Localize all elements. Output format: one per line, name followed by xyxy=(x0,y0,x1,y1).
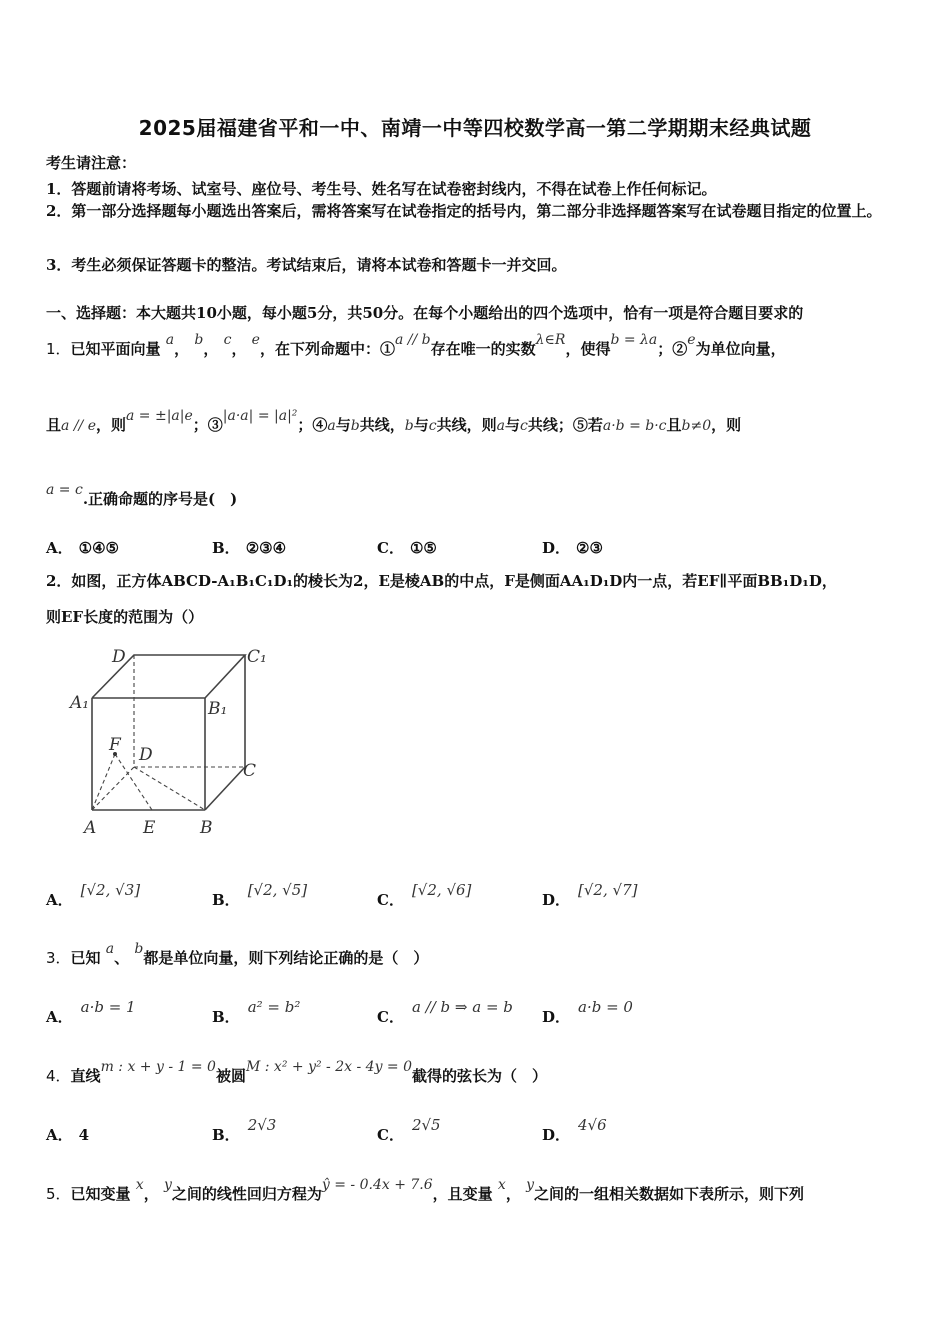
q4-text: 被圆 xyxy=(215,1067,246,1085)
notice-item-3: 3．考生必须保证答题卡的整洁。考试结束后，请将本试卷和答题卡一并交回。 xyxy=(46,256,567,274)
math-expr: a = ±|a|e xyxy=(126,408,193,424)
q4-text: 截得的弦长为（ ） xyxy=(412,1067,548,1085)
math-b: b xyxy=(194,332,204,348)
question-1-line-1: 1．已知平面向量 a， b， c， e，在下列命题中：①a // b存在唯一的实数λ∈R，使得b = λa；②e为单位向量， xyxy=(46,332,786,358)
option-label: C． xyxy=(377,1008,404,1026)
label-b: B xyxy=(200,818,213,838)
math-expr: a // b xyxy=(394,332,431,348)
question-3-line xyxy=(46,941,429,968)
option-text: ②③④ xyxy=(245,539,287,557)
label-c1: C₁ xyxy=(247,647,267,667)
q3-option-c[interactable] xyxy=(377,998,513,1027)
math-b: b xyxy=(134,941,144,957)
q1-text: ，在下列命题中：① xyxy=(259,340,395,358)
option-label: A． xyxy=(46,1008,73,1026)
q5-text: 之间的一组相关数据如下表所示，则下列 xyxy=(534,1185,805,1203)
cube-figure xyxy=(68,640,278,840)
math-y: y xyxy=(163,1177,172,1193)
option-label: B． xyxy=(212,539,240,557)
math-expr: e xyxy=(687,332,696,348)
section-heading: 一、选择题：本大题共10小题，每小题5分，共50分。在每个小题给出的四个选项中，恰有一项是符合题目要求的 xyxy=(46,304,804,322)
option-label: B． xyxy=(212,891,240,909)
option-label: B． xyxy=(212,1126,240,1144)
q1-text: ，则 xyxy=(711,416,742,434)
notice-item-2: 2．第一部分选择题每小题选出答案后，需将答案写在试卷指定的括号内，第二部分非选择题答案写在试卷题目指定的位置上。 xyxy=(46,202,882,220)
q4-option-c[interactable] xyxy=(377,1116,441,1145)
q3-option-d[interactable] xyxy=(542,998,633,1027)
notice-item-1: 1．答题前请将考场、试室号、座位号、考生号、姓名写在试卷密封线内，不得在试卷上作任何标记。 xyxy=(46,180,717,198)
option-text: a·b = 1 xyxy=(80,998,136,1016)
q1-option-b[interactable] xyxy=(212,537,286,558)
option-label: C． xyxy=(377,891,404,909)
q2-option-d[interactable] xyxy=(542,881,638,910)
math-expr: ŷ = - 0.4x + 7.6 xyxy=(321,1177,433,1193)
q1-text: 与 xyxy=(335,416,351,434)
q3-option-a[interactable] xyxy=(46,998,136,1027)
option-text: 4√6 xyxy=(578,1116,607,1134)
label-f: F xyxy=(109,735,121,755)
math-e: e xyxy=(251,332,260,348)
math-x: x xyxy=(497,1177,506,1193)
option-label: A． xyxy=(46,1126,73,1144)
math-expr: b xyxy=(350,418,360,434)
question-5-line xyxy=(46,1177,805,1204)
option-text: [√2, √7] xyxy=(578,881,638,899)
q1-option-a[interactable] xyxy=(46,537,119,558)
q1-text: ；③ xyxy=(192,416,223,434)
q1-text: 共线，则 xyxy=(436,416,497,434)
page-title: 2025届福建省平和一中、南靖一中等四校数学高一第二学期期末经典试题 xyxy=(138,116,812,140)
q1-text: 共线， xyxy=(359,416,405,434)
q1-text: 共线；⑤若 xyxy=(527,416,603,434)
q1-text: 已知平面向量 xyxy=(70,340,161,358)
math-expr: m : x + y - 1 = 0 xyxy=(100,1059,216,1075)
math-expr: b = λa xyxy=(610,332,658,348)
option-text: 2√3 xyxy=(247,1116,277,1134)
option-label: C． xyxy=(377,539,404,557)
q1-text: 且 xyxy=(46,416,62,434)
option-text: a·b = 0 xyxy=(578,998,633,1016)
option-text: a // b ⇒ a = b xyxy=(411,998,513,1016)
q1-text: ，使得 xyxy=(565,340,611,358)
q2-option-c[interactable] xyxy=(377,881,472,910)
q3-text: 、 xyxy=(114,949,130,967)
q5-text: ， xyxy=(143,1185,159,1203)
option-label: A． xyxy=(46,539,73,557)
label-d1: D xyxy=(112,647,126,667)
option-label: D． xyxy=(542,539,571,557)
question-number: 5． xyxy=(46,1185,71,1203)
math-a: a xyxy=(165,332,175,348)
q3-text: 已知 xyxy=(70,949,101,967)
q4-text: 直线 xyxy=(70,1067,101,1085)
q4-option-a[interactable] xyxy=(46,1124,89,1145)
option-label: D． xyxy=(542,1008,571,1026)
math-expr: a // e xyxy=(61,418,96,434)
q1-text: 为单位向量， xyxy=(695,340,786,358)
math-c: c xyxy=(223,332,232,348)
math-expr: b xyxy=(404,418,414,434)
label-a: A xyxy=(84,818,97,838)
math-expr: M : x² + y² - 2x - 4y = 0 xyxy=(245,1059,413,1075)
notice-heading: 考生请注意： xyxy=(46,154,137,172)
math-x: x xyxy=(135,1177,144,1193)
question-4-line xyxy=(46,1059,548,1086)
math-a: a xyxy=(105,941,115,957)
q3-text: 都是单位向量，则下列结论正确的是（ ） xyxy=(143,949,429,967)
q3-option-b[interactable] xyxy=(212,998,301,1027)
q5-text: ，且变量 xyxy=(432,1185,493,1203)
math-expr: a = c xyxy=(46,482,83,498)
math-expr: a·b = b·c xyxy=(602,418,667,434)
option-text: [√2, √6] xyxy=(411,881,472,899)
question-2-line-1: 2．如图，正方体ABCD-A₁B₁C₁D₁的棱长为2，E是棱AB的中点，F是侧面AA₁D₁D内一点，若EF∥平面BB₁D₁D， xyxy=(46,572,837,590)
option-text: ①⑤ xyxy=(409,539,437,557)
option-text: 4 xyxy=(78,1126,90,1144)
q1-text: 且 xyxy=(666,416,682,434)
question-1-line-3 xyxy=(46,482,238,509)
q1-text: ；② xyxy=(657,340,688,358)
label-b1: B₁ xyxy=(208,699,228,719)
q4-option-b[interactable] xyxy=(212,1116,277,1145)
question-number: 3． xyxy=(46,949,71,967)
q1-text: 与 xyxy=(413,416,429,434)
q2-option-b[interactable] xyxy=(212,881,308,910)
option-label: D． xyxy=(542,1126,571,1144)
option-text: ①④⑤ xyxy=(78,539,119,557)
option-text: a² = b² xyxy=(247,998,301,1016)
math-y: y xyxy=(526,1177,534,1193)
q1-text: 与 xyxy=(504,416,520,434)
math-expr: a xyxy=(496,418,505,434)
option-text: [√2, √5] xyxy=(247,881,308,899)
q1-text: .正确命题的序号是( ) xyxy=(82,490,238,508)
q1-text: ；④ xyxy=(297,416,328,434)
q4-option-d[interactable] xyxy=(542,1116,607,1145)
q5-text: 之间的线性回归方程为 xyxy=(171,1185,322,1203)
label-d: D xyxy=(139,745,153,765)
math-expr: λ∈R xyxy=(535,332,566,348)
math-expr: |a·a| = |a|² xyxy=(222,408,298,424)
option-text: [√2, √3] xyxy=(80,881,141,899)
option-text: ②③ xyxy=(576,539,603,557)
label-a1: A₁ xyxy=(70,693,90,713)
option-label: A． xyxy=(46,891,73,909)
option-label: C． xyxy=(377,1126,404,1144)
math-expr: c xyxy=(520,418,528,434)
label-e: E xyxy=(143,818,156,838)
question-2-line-2: 则EF长度的范围为（） xyxy=(46,608,204,626)
math-expr: b≠0 xyxy=(681,418,712,434)
q2-option-a[interactable] xyxy=(46,881,141,910)
q1-text: 存在唯一的实数 xyxy=(430,340,536,358)
question-number: 4． xyxy=(46,1067,71,1085)
option-label: D． xyxy=(542,891,571,909)
q5-text: ， xyxy=(505,1185,521,1203)
q1-option-d[interactable] xyxy=(542,537,603,558)
q1-text: ，则 xyxy=(95,416,126,434)
question-1-line-2 xyxy=(46,408,742,435)
option-text: 2√5 xyxy=(411,1116,441,1134)
question-number: 1． xyxy=(46,340,71,358)
q1-option-c[interactable] xyxy=(377,537,437,558)
math-expr: a xyxy=(327,418,336,434)
label-c: C xyxy=(243,761,257,781)
option-label: B． xyxy=(212,1008,240,1026)
math-expr: c xyxy=(428,418,437,434)
q5-text: 已知变量 xyxy=(70,1185,131,1203)
